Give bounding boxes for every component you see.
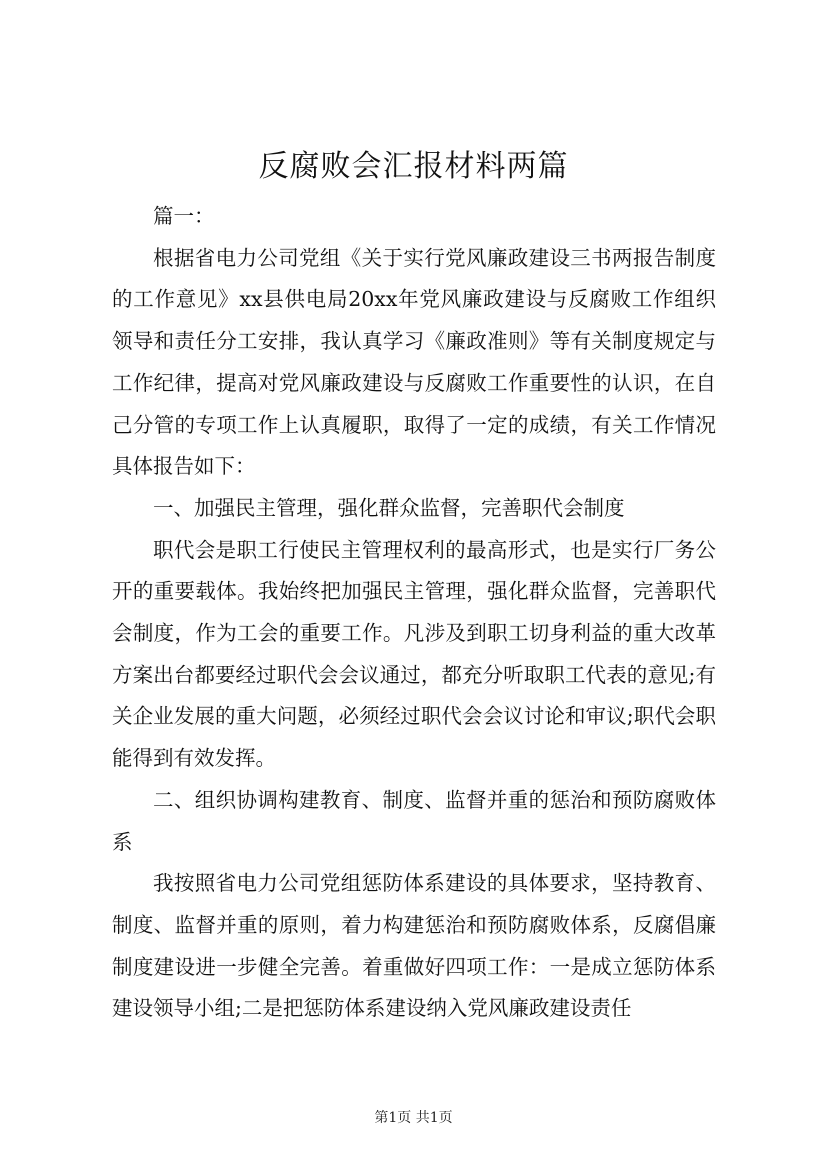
section-heading-2: 二、组织协调构建教育、制度、监督并重的惩治和预防腐败体系	[112, 787, 716, 854]
section-heading-1: 一、加强民主管理，强化群众监督，完善职代会制度	[153, 495, 625, 520]
body-paragraph-intro: 根据省电力公司党组《关于实行党风廉政建设三书两报告制度的工作意见》xx县供电局20xx年党风廉政建设与反腐败工作组织领导和责任分工安排，我认真学习《廉政准则》等有关制度规定与工作纪律，提高对党风廉政建设与反腐败工作重要性的认识，在自己分管的专项工作上认真履职，取得了一定的成绩，有关工作情况具体报告如下：	[112, 245, 716, 479]
page-number-footer: 第1页 共1页	[374, 1110, 453, 1126]
document-title: 反腐败会汇报材料两篇	[258, 149, 569, 184]
body-paragraph-2: 我按照省电力公司党组惩防体系建设的具体要求，坚持教育、制度、监督并重的原则，着力构建惩治和预防腐败体系，反腐倡廉制度建设进一步健全完善。着重做好四项工作：一是成立惩防体系建设领导小组;二是把惩防体系建设纳入党风廉政建设责任	[112, 871, 716, 1021]
section-label: 篇一：	[153, 204, 215, 228]
document-body	[112, 196, 716, 1030]
body-paragraph-1: 职代会是职工行使民主管理权利的最高形式，也是实行厂务公开的重要载体。我始终把加强民主管理，强化群众监督，完善职代会制度，作为工会的重要工作。凡涉及到职工切身利益的重大改革方案出台都要经过职代会会议通过，都充分听取职工代表的意见;有关企业发展的重大问题，必须经过职代会会议讨论和审议;职代会职能得到有效发挥。	[112, 537, 716, 771]
